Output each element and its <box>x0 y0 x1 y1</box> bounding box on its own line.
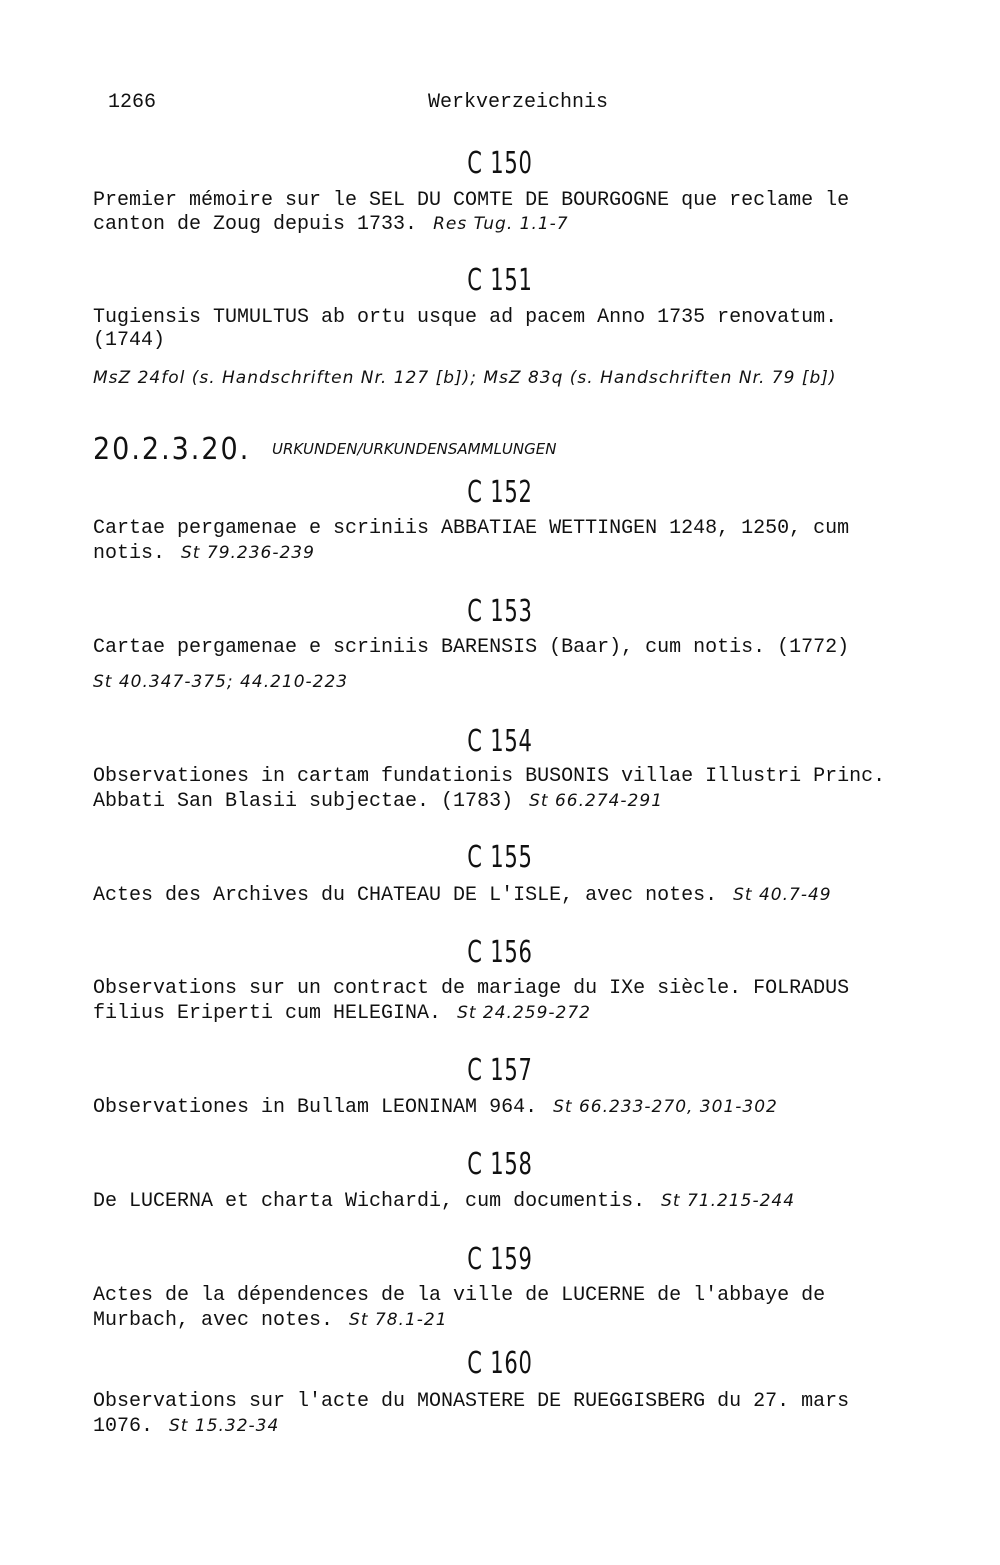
entry-reference: St 79.236-239 <box>181 543 315 563</box>
entry-reference: St 15.32-34 <box>169 1416 280 1436</box>
entry-text-line: notis. St 79.236-239 <box>93 542 315 565</box>
entry-id: C 159 <box>467 1242 533 1277</box>
entry-reference: St 40.347-375; 44.210-223 <box>93 672 349 692</box>
section-number: 20.2.3.20. <box>93 432 251 467</box>
entry-id: C 152 <box>467 475 533 510</box>
entry-text-line: Observationes in cartam fundationis BUSONIS villae Illustri Princ. <box>93 765 886 788</box>
entry-text-line: Cartae pergamenae e scriniis BARENSIS (Baar), cum notis. (1772) <box>93 636 850 659</box>
entry-reference: St 66.233-270, 301-302 <box>553 1097 778 1117</box>
entry-text-line: Murbach, avec notes. St 78.1-21 <box>93 1309 448 1332</box>
entry-id: C 160 <box>467 1346 533 1381</box>
entry-reference: Res Tug. 1.1-7 <box>433 214 569 234</box>
entry-text-line: Cartae pergamenae e scriniis ABBATIAE WETTINGEN 1248, 1250, cum <box>93 517 850 540</box>
entry-text-line: (1744) <box>93 329 166 352</box>
entry-id: C 153 <box>467 594 533 629</box>
entry-text-line: filius Eriperti cum HELEGINA. St 24.259-272 <box>93 1002 591 1025</box>
entry-id: C 150 <box>467 146 533 181</box>
entry-text-line: canton de Zoug depuis 1733. Res Tug. 1.1-7 <box>93 213 569 236</box>
entry-text-line: Premier mémoire sur le SEL DU COMTE DE BOURGOGNE que reclame le <box>93 189 850 212</box>
entry-text-line: Observations sur un contract de mariage du IXe siècle. FOLRADUS <box>93 977 850 1000</box>
entry-text-line: 1076. St 15.32-34 <box>93 1415 280 1438</box>
entry-reference: MsZ 24fol (s. Handschriften Nr. 127 [b]); MsZ 83q (s. Handschriften Nr. 79 [b]) <box>93 368 837 388</box>
entry-text-line: Observations sur l'acte du MONASTERE DE RUEGGISBERG du 27. mars <box>93 1390 850 1413</box>
entry-text-line: Actes de la dépendences de la ville de LUCERNE de l'abbaye de <box>93 1284 826 1307</box>
entry-reference: St 24.259-272 <box>457 1003 591 1023</box>
running-title: Werkverzeichnis <box>428 91 609 114</box>
entry-reference: St 66.274-291 <box>529 791 664 811</box>
entry-id: C 156 <box>467 935 533 970</box>
entry-id: C 158 <box>467 1147 533 1182</box>
entry-text-line: Tugiensis TUMULTUS ab ortu usque ad pacem Anno 1735 renovatum. <box>93 306 838 329</box>
section-title: URKUNDEN/URKUNDENSAMMLUNGEN <box>272 440 557 458</box>
entry-id: C 157 <box>467 1053 533 1088</box>
entry-text-line: De LUCERNA et charta Wichardi, cum documentis. St 71.215-244 <box>93 1190 796 1213</box>
entry-reference: St 71.215-244 <box>661 1191 796 1211</box>
page-number: 1266 <box>108 91 157 114</box>
entry-text-line: Actes des Archives du CHATEAU DE L'ISLE, avec notes. St 40.7-49 <box>93 884 832 907</box>
entry-reference: St 40.7-49 <box>733 885 832 905</box>
entry-id: C 154 <box>467 724 533 759</box>
entry-text-line: Abbati San Blasii subjectae. (1783) St 66.274-291 <box>93 790 664 813</box>
entry-text-line: Observationes in Bullam LEONINAM 964. St 66.233-270, 301-302 <box>93 1096 778 1119</box>
entry-id: C 155 <box>467 840 533 875</box>
entry-id: C 151 <box>467 263 533 298</box>
entry-reference: St 78.1-21 <box>349 1310 448 1330</box>
